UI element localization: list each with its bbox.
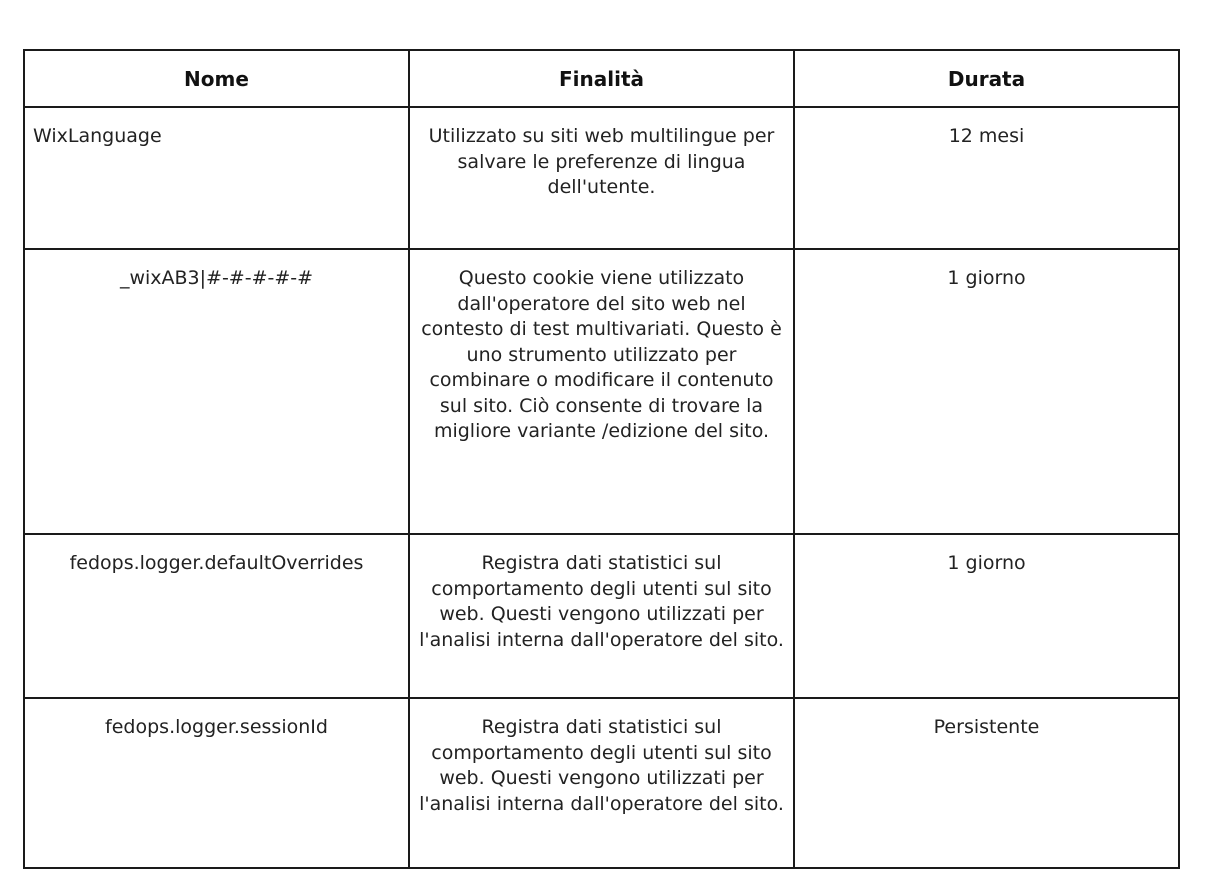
header-duration: Durata [794,50,1179,107]
cookie-purpose: Registra dati statistici sul comportamento degli utenti sul sito web. Questi vengono utilizzati per l'analisi interna dall'operatore del sito. [409,698,794,868]
header-row [24,50,1179,107]
header-name: Nome [24,50,409,107]
cookie-table [23,49,1180,869]
cookie-name: fedops.logger.sessionId [24,698,409,868]
table-row [24,698,1179,868]
cookie-purpose: Questo cookie viene utilizzato dall'operatore del sito web nel contesto di test multivariati. Questo è uno strumento utilizzato per combinare o modificare il contenuto sul sito. Ciò consente di trovare la migliore variante /edizione del sito. [409,249,794,534]
table-row [24,107,1179,249]
cookie-duration: 1 giorno [794,534,1179,698]
cookie-duration: 12 mesi [794,107,1179,249]
cookie-duration: 1 giorno [794,249,1179,534]
cookie-name: fedops.logger.defaultOverrides [24,534,409,698]
table-body [24,107,1179,868]
cookie-name: _wixAB3|#-#-#-#-# [24,249,409,534]
table-row [24,534,1179,698]
table-row [24,249,1179,534]
header-purpose: Finalità [409,50,794,107]
table-header [24,50,1179,107]
cookie-duration: Persistente [794,698,1179,868]
cookie-name: WixLanguage [24,107,409,249]
cookie-purpose: Registra dati statistici sul comportamento degli utenti sul sito web. Questi vengono utilizzati per l'analisi interna dall'operatore del sito. [409,534,794,698]
cookie-purpose: Utilizzato su siti web multilingue per salvare le preferenze di lingua dell'utente. [409,107,794,249]
